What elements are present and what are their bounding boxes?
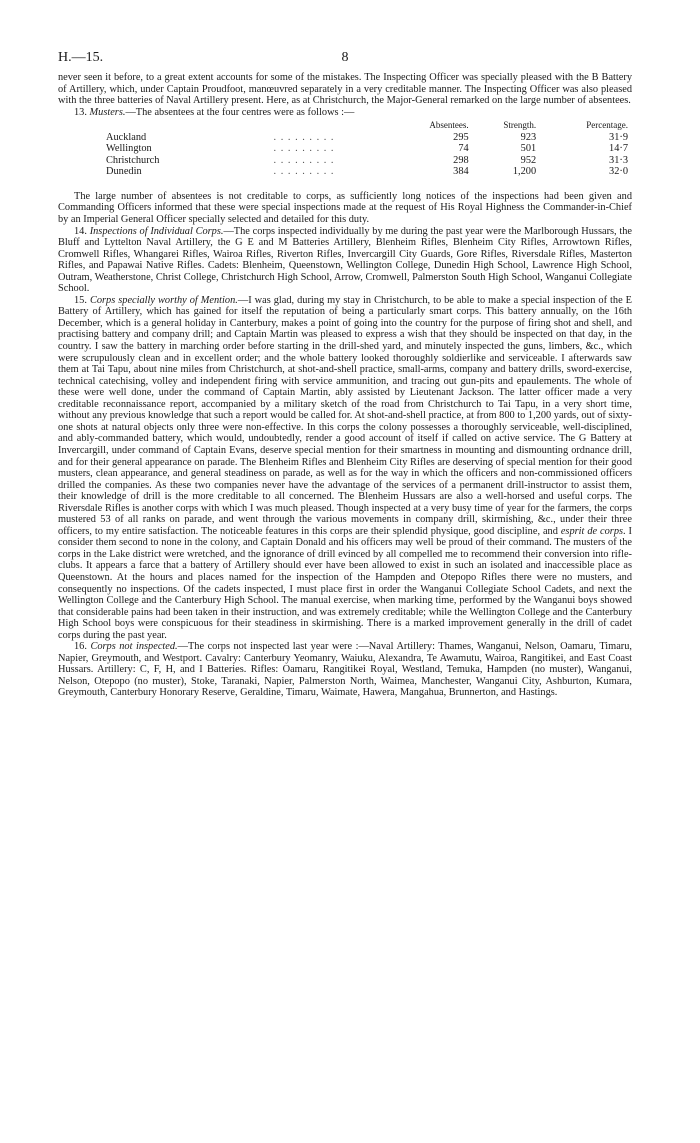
- section-15-paragraph: [58, 295, 632, 641]
- section-15-esprit: esprit de corps: [560, 525, 624, 537]
- section-13-number: 13.: [74, 106, 87, 118]
- row-name: Auckland: [106, 131, 147, 143]
- page-number: 8: [341, 50, 349, 65]
- table-row: [58, 132, 632, 144]
- col-strength-header: Strength.: [503, 120, 537, 131]
- report-code: H.—15.: [58, 50, 104, 65]
- section-15-text-b: . I consider them second to none in the colony, and Captain Donald and his officers may well be proud of their command. The musters of the corps in the Lake district were wretched, and the ignorance of drill evinced by all compelled me to recommend their conversion into rifle-clubs. It appears a farce that a battery of Artillery should ever have been allowed to exist in such an isolated and inaccessible place as Queenstown. At the hours and places named for the inspection of the Hampden and Otepopo Rifles there were no musters, and consequently no inspections. Of the cadets inspected, I must place first in order the Wanganui Collegiate School Cadets, and next the Wellington College and the Canterbury High School. The manual exercise, when marking time, performed by the Wanganui boys showed that considerable pains had been taken in their instruction, and was extremely creditable; while the Wellington College and the Canterbury High School boys were conspicuous for their steadiness in skirmishing. There is a marked improvement generally in the drill of cadet corps during the past year.: [58, 525, 632, 641]
- row-percentage: 31·3: [609, 154, 628, 166]
- row-percentage: 32·0: [609, 166, 628, 178]
- section-15-heading: Corps specially worthy of Mention.: [89, 294, 238, 306]
- row-strength: 923: [520, 131, 537, 143]
- page-header: [58, 50, 632, 72]
- section-15-number: 15.: [74, 294, 87, 306]
- row-name: Wellington: [106, 143, 152, 155]
- table-row: [58, 143, 632, 155]
- col-percentage-header: Percentage.: [586, 120, 628, 131]
- col-absentees-header: Absentees.: [429, 120, 469, 131]
- row-name: Christchurch: [106, 154, 160, 166]
- table-row: [58, 166, 632, 178]
- section-16-heading: Corps not inspected.: [90, 641, 178, 653]
- section-14-heading: Inspections of Individual Corps.: [89, 225, 224, 237]
- section-16-number: 16.: [74, 641, 87, 653]
- after-table-paragraph: The large number of absentees is not creditable to corps, as sufficiently long notices of the inspections had been given and Commanding Officers informed that these were special inspections made at the request of His Royal Highness the Commander-in-Chief by an Imperial General Officer specially selected and detailed for this duty.: [58, 190, 632, 226]
- section-13-heading: Musters.: [89, 106, 126, 118]
- section-16-paragraph: [58, 641, 632, 699]
- row-percentage: 14·7: [609, 143, 628, 155]
- section-14-number: 14.: [74, 225, 87, 237]
- row-strength: 1,200: [512, 166, 537, 178]
- row-leader-dots: . . . . . . . . .: [273, 154, 335, 166]
- section-16-text: —The corps not inspected last year were :—Naval Artillery: Thames, Wanganui, Nelson, Oamaru, Timaru, Napier, Greymouth, and Westport. Cavalry: Canterbury Yeomanry, Waiuku, Alexandra, Te Awamutu, Wairoa, Rangitikei, and East Coast Hussars. Artillery: C, F, H, and I Batteries. Rifles: Oamaru, Rangitikei Royal, Westland, Temuka, Hampden (no muster), Wanganui, Nelson, Otepopo (no muster), Stoke, Taranaki, Napier, Palmerston North, Waimea, Manchester, Wanganui City, Ashburton, Kumara, Greymouth, Canterbury Honorary Reserve, Geraldine, Timaru, Waimate, Hawera, Mangahua, Brunnerton, and Hastings.: [58, 641, 632, 699]
- section-13-paragraph: [58, 107, 632, 119]
- row-leader-dots: . . . . . . . . .: [273, 131, 335, 143]
- row-absentees: 295: [453, 131, 469, 143]
- row-leader-dots: . . . . . . . . .: [273, 166, 335, 178]
- row-percentage: 31·9: [609, 131, 628, 143]
- row-name: Dunedin: [106, 166, 142, 178]
- section-15-text-a: —I was glad, during my stay in Christchurch, to be able to make a special inspection of the E Battery of Artillery, which has gained for itself the reputation of being a particularly smart corps. This battery annually, on the 16th December, which is a general holiday in Canterbury, makes a point of going into the country for the purpose of firing shot and shell, and practising battery and company drill; and Captain Martin was pleased to express a wish that they should be inspected on that day, in the country. I saw the battery in marching order before starting in the drill-shed yard, and minutely inspected the guns, limbers, &c., which were scrupulously clean and in excellent order; and the whole battery looked thoroughly soldierlike and serviceable. I afterwards saw them at Tai Tapu, about nine miles from Christchurch, at shot-and-shell practice, small-arms, company and battery drills, sword-exercise, technical catechising, volley and independent firing with service ammunition, and tracing out gun-pits and epaulements. The whole of these were well done, under the command of Captain Martin, ably assisted by Lieutenant Jackson. The latter officer made a very creditable reconnaissance report, accompanied by a military sketch of the road from Christchurch to Tai Tapu, in a very short time, without any previous knowledge that such a report would be called for. At shot-and-shell practice, at from 800 to 1,200 yards, out of sixty-one shots at natural objects only three were non-effective. In this corps the colony possesses a thoroughly serviceable, well-disciplined, and ably-commanded battery, which would, undoubtedly, render a good account of itself if called on active service. The G Battery at Invercargill, under command of Captain Evans, deserve special mention for their smartness in mounting and dismounting ordnance drill, and for their general appearance on parade. The Blenheim Rifles and Blenheim City Rifles are deserving of special mention for their good musters, clean appearance, and general steadiness on parade, as well as for the way in which the officers and non-commissioned officers drilled the companies. As these two companies never have the advantage of the services of a permanent drill-instructor to assist them, their knowledge of drill is the more creditable to all concerned. The Blenheim Hussars are also a well-horsed and useful corps. The Riversdale Rifles is another corps with which I was much pleased. Though inspected at a very busy time of year for the farmers, the corps mustered 53 of all ranks on parade, and went through the various movements in company drill, skirmishing, &c., under their three officers, to my entire satisfaction. The noticeable features in this corps are their splendid physique, good discipline, and: [58, 294, 632, 537]
- row-strength: 952: [520, 154, 537, 166]
- section-14-paragraph: [58, 226, 632, 295]
- table-header-row: [58, 120, 632, 132]
- row-absentees: 384: [453, 166, 469, 178]
- section-13-text: —The absentees at the four centres were as follows :—: [125, 106, 355, 118]
- intro-paragraph: never seen it before, to a great extent accounts for some of the mistakes. The Inspecting Officer was specially pleased with the B Battery of Artillery, which, under Captain Proudfoot, manœuvred separately in a very creditable manner. The Inspecting Officer was also pleased with the three batteries of Naval Artillery present. Here, as at Christchurch, the Major-General remarked on the large number of absentees.: [58, 72, 632, 107]
- document-page: [58, 50, 632, 699]
- row-absentees: 74: [458, 143, 469, 155]
- document-body: [58, 72, 632, 699]
- row-leader-dots: . . . . . . . . .: [273, 143, 335, 155]
- table-row: [58, 155, 632, 167]
- row-absentees: 298: [453, 154, 469, 166]
- section-14-text: —The corps inspected individually by me during the past year were the Marlborough Hussars, the Bluff and Lyttelton Naval Artillery, the G E and M Batteries Artillery, Blenheim Rifles, Blenheim City Rifles, Arrowtown Rifles, Cromwell Rifles, Whangarei Rifles, Wairoa Rifles, Riverton Rifles, Invercargill City Guards, Gore Rifles, Riversdale Rifles, Masterton Rifles, and Papawai Native Rifles. Cadets: Blenheim, Queenstown, Wellington College, Dunedin High School, Lawrence High School, Outram, Weatherstone, Christ College, Christchurch High School, Arrow, Cromwell, Palmerston South High School, Wanganui Collegiate School.: [58, 225, 633, 295]
- absentees-table: [58, 120, 632, 178]
- row-strength: 501: [520, 143, 537, 155]
